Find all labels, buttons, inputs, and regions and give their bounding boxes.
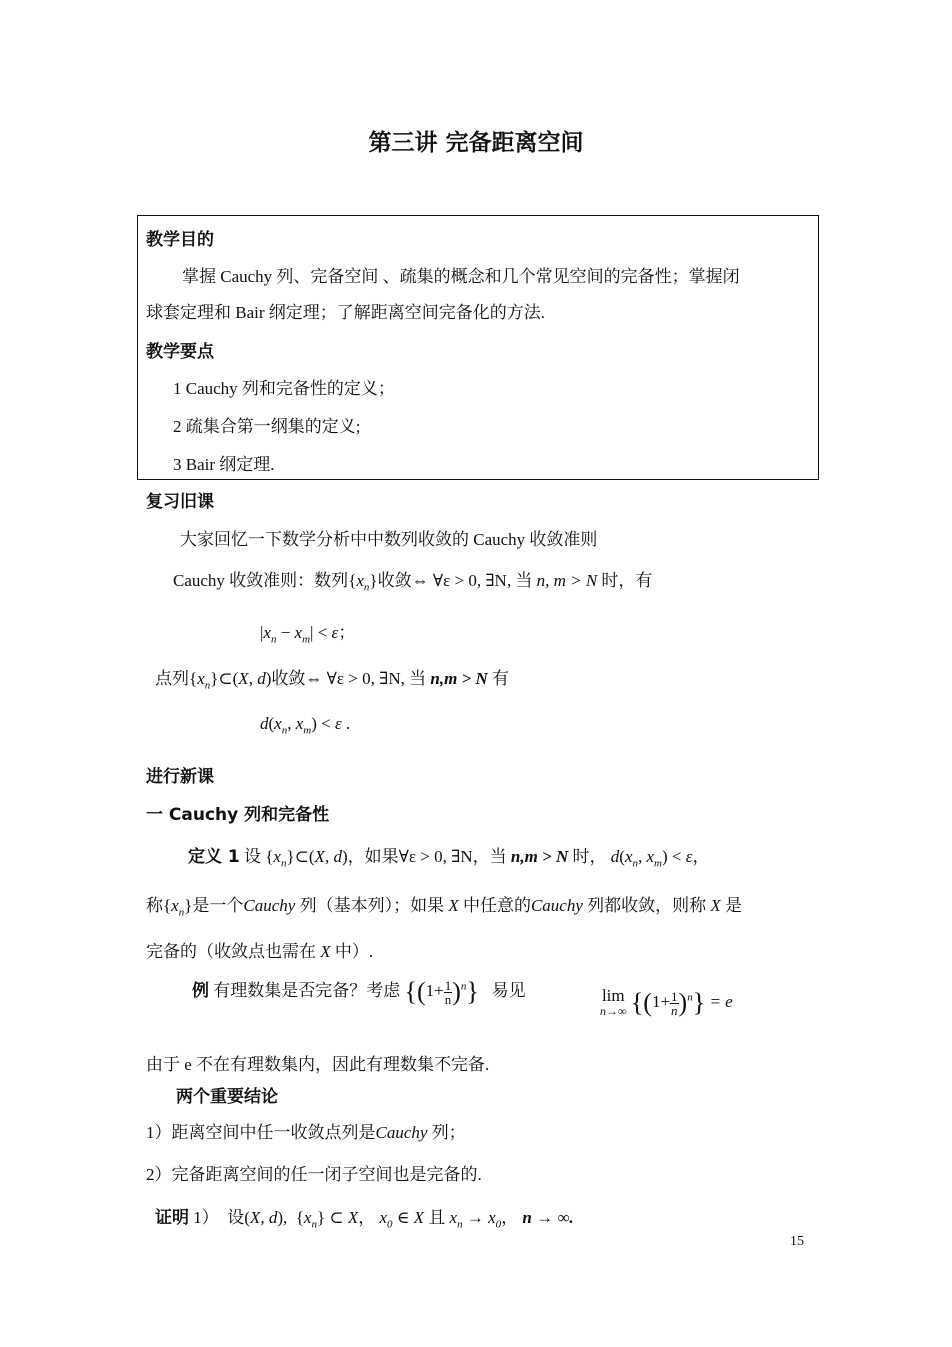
page-number: 15: [790, 1234, 804, 1249]
objectives-text-2: 球套定理和 Bair 纲定理；了解距离空间完备化的方法.: [146, 303, 546, 322]
keypoint-1: 1 Cauchy 列和完备性的定义；: [173, 379, 395, 398]
new-lesson-heading: 进行新课: [146, 767, 214, 787]
limit-expression: lim n→∞ {(1+ $\frac{1}{n}$ )$^n$} = e: [600, 985, 733, 1018]
proof-line: 证明 1） 设(X, d), $\{x_n\}$ ⊂ X， $x_0$ ∈ X 且 $x_n \to x_0$， n → ∞.: [155, 1208, 574, 1231]
cauchy-condition: $|x_n - x_m| < \varepsilon$；: [260, 623, 356, 646]
objectives-text-1: 掌握 Cauchy 列、完备空间 、疏集的概念和几个常见空间的完备性；掌握闭: [182, 267, 740, 286]
objectives-heading: 教学目的: [146, 230, 214, 250]
review-line-1: 大家回忆一下数学分析中中数列收敛的 Cauchy 收敛准则: [180, 530, 598, 549]
cauchy-criterion-line: Cauchy 收敛准则：数列$\{x_n\}$收敛⇔ ∀ε > 0, ∃N, 当 n, m > N 时，有: [173, 571, 653, 594]
conclusions-heading: 两个重要结论: [176, 1087, 278, 1107]
page-title: 第三讲 完备距离空间: [368, 130, 584, 156]
definition-line-3: 完备的（收敛点也需在 X 中）.: [146, 942, 374, 961]
definition-line-1: 定义 1 设 $\{x_n\}\subset(X$, d)，如果∀ε > 0, ∃N，当 n,m > N 时， $d(x_n$, $x_m) < \varepsilon$，: [188, 847, 710, 870]
keypoint-2: 2 疏集合第一纲集的定义;: [173, 417, 361, 436]
keypoint-3: 3 Bair 纲定理.: [173, 455, 275, 474]
metric-condition: $d(x_n$, $x_m) < \varepsilon$ .: [260, 714, 351, 737]
example-line: 例 有理数集是否完备？考虑 {(1+ $\frac{1}{n}$ )$^n$} 易见: [192, 977, 526, 1007]
conclusion-2: 2）完备距离空间的任一闭子空间也是完备的.: [146, 1165, 482, 1184]
review-heading: 复习旧课: [146, 492, 214, 512]
section-heading: 一 Cauchy 列和完备性: [146, 805, 330, 825]
point-sequence-line: 点列$\{x_n\}\subset(X$, d)收敛⇔ ∀ε > 0, ∃N, 当 n,m > N 有: [155, 669, 510, 692]
objectives-box: [137, 215, 819, 480]
definition-line-2: 称$\{x_n\}$是一个Cauchy 列（基本列）；如果 X 中任意的Cauchy 列都收敛，则称 X 是: [146, 896, 743, 919]
conclusion-1: 1）距离空间中任一收敛点列是Cauchy 列；: [146, 1123, 466, 1142]
keypoints-heading: 教学要点: [146, 342, 214, 362]
example-conclusion: 由于 e 不在有理数集内，因此有理数集不完备.: [146, 1055, 490, 1074]
